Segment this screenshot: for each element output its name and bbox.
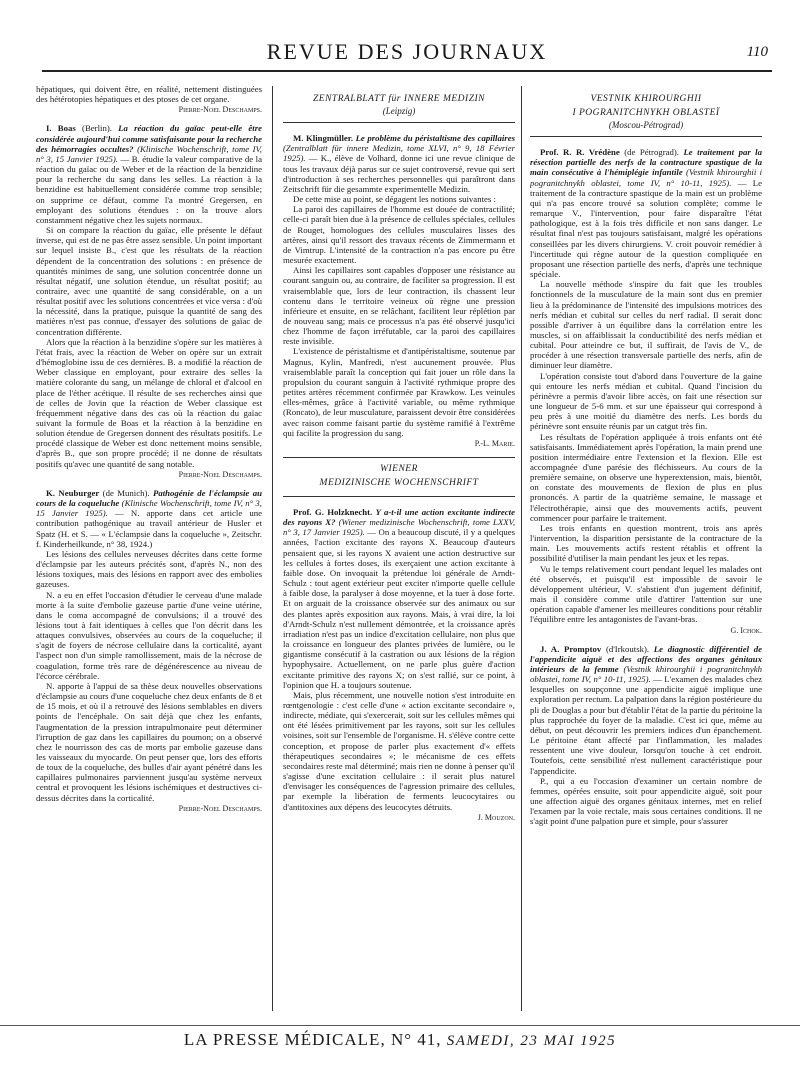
article-boas (36, 123, 262, 225)
signature: P.-L. Marie. (474, 438, 515, 448)
article-reference: (Zentralblatt für innere Medizin, tome XLVI, n° 9, 18 Février 1925). (283, 143, 515, 164)
article-reference: (Vestnik khirourghii i pogranitchnykh oblastei, tome IV, n° 10-11, 1925). (530, 167, 762, 188)
article-title: Le traitement par la résection partielle des nerfs de la contracture spastique de la main consécutive à l'hémiplégie infantile (530, 147, 762, 178)
article-text: — K., élève de Volhard, donne ici une revue clinique de tous les travaux déjà parus sur ce sujet controversé, revue qui sert d'introduction à ses recherches personnelles qui paraîtront dans Zeitschrift für die gesammte experimentelle Medizin. (283, 153, 515, 194)
author: Prof. R. R. Vrédène (540, 147, 620, 158)
signature: Pierre-Noel Deschamps. (178, 803, 262, 813)
article-text: — Le traitement de la contracture spastique de la main est un problème qui n'a pas encore trouvé sa solution complète; comme le remarque V., l'intervention, pour faire disparaître l'état pathologique, est à la fois très difficile et non sans danger. Le résultat final n'est pas toujours satisfaisant, malgré les opérations conseillées par les divers chirurgiens. V. croit pouvoir remédier à l'incertitude qui règne autour de la question compliquée en proposant une résection partielle des nerfs, d'après une technique spéciale. (530, 177, 762, 280)
author: K. Neuburger (46, 487, 100, 498)
article-title: Y a-t-il une action excitante indirecte des rayons X? (283, 507, 515, 528)
paragraph: Mais, plus récemment, une nouvelle notion s'est introduite en rœntgenologie : c'est celle d'une « action excitante secondaire », indirecte, médiate, qui s'exercerait, soit sur les cellules mêmes qui ont été lésées primitivement par les rayons, soit sur les cellules voisines, soit sur l'ensemble de l'organisme. H. s'élève contre cette conception, et propose de parler plus exactement d'« effets thérapeutiques secondaires »; le mécanisme de ces effets secondaires reste mal déterminé; mais rien ne donne à penser qu'il s'agisse d'une excitation cellulaire : il serait plus naturel d'envisager les conséquences de l'agression primaire des cellules, par exemple la libération de ferments leucocytaires ou d'antitoxines aux dépens des leucocytes détruits. (283, 689, 515, 812)
column-rule-2 (521, 86, 522, 1011)
page-footer (0, 1025, 800, 1056)
journal-name-line2: MEDIZINISCHE WOCHENSCHRIFT (319, 478, 479, 488)
paragraph: Les lésions des cellules nerveuses décrites dans cette forme d'éclampsie par les auteurs précités sont, d'après N., non des lésions toxiques, mais des lésions en rapport avec des embolies gazeuses. (36, 548, 262, 590)
author-city: (d'Irkoutsk). (601, 643, 654, 654)
author: J. A. Promptov (540, 643, 602, 654)
paragraph: La paroi des capillaires de l'homme est douée de contractilité; celle-ci paraît bien due à la présence de cellules spéciales, cellules de Rouget, homologues des cellules musculaires lisses des artères, ainsi qu'il ressort des travaux récents de Zimmermann et de Vimtrup. L'intensité de la contraction n'a pas encore pu être mesurée exactement. (283, 204, 515, 266)
journal-city: (Leipzig) (382, 106, 416, 116)
article-reference: (Klinische Wochenschrift, tome IV, n° 3, 15 Janvier 1925). (36, 498, 262, 519)
signature: Pierre-Noel Deschamps. (178, 105, 262, 115)
author-city: (de Pétrograd). (619, 147, 684, 158)
article-title: Le problème du péristaltisme des capillaires (355, 133, 515, 144)
article-title: Pathogénie de l'éclampsie au cours de la coqueluche (36, 487, 262, 509)
paragraph: La nouvelle méthode s'inspire du fait que les troubles fonctionnels de la musculature de la main sont dus en premier lieu à la prédominance de l'intensité des impulsions motrices des nerfs médian et cubital sur celles du nerf radial. Il serait donc possible d'arriver à un équilibre dans la corrélation entre les muscles, si on affaiblissait la conductibilité des nerfs médian et cubital. Pour atteindre ce but, il suffirait, de l'avis de V., de procéder à une résection transversale partielle des nerfs, afin de diminuer leur diamètre. (530, 279, 762, 371)
author: Prof. G. Holzknecht. (293, 507, 376, 517)
paragraph: Alors que la réaction à la benzidine s'opère sur les matières à l'état frais, avec la réaction de Weber on opère sur un extrait d'hémoglobine issu de ces dernières. B. a modifié la réaction de Weber classique en employant, pour extraire des selles la matière colorante du sang, un mélange de chloral et d'alcool en place de l'éther acétique. Il résulte de ses recherches ainsi que de celles de Jovin que la réaction de Weber classique est fréquemment négative dans des cas où la réaction du gaïac suivant la formule de Boas et la réaction à la benzidine en solution étendue de Gregersen donnent des résultats positifs. Le procédé classique de Weber est donc nettement moins sensible, d'après B., que son propre procédé; il ne donne de résultats positifs qu'avec une quantité de sang notable. (36, 336, 262, 469)
journal-name-line1: VESTNIK KHIROURGHII (590, 94, 702, 104)
journal-name: ZENTRALBLATT für INNERE MEDIZIN (312, 94, 485, 104)
paragraph: L'opération consiste tout d'abord dans l'ouverture de la gaine qui entoure les nerfs médian et cubital. Quand l'incision du périnèvre a permis d'avoir libre accès, on fait une résection sur une longueur de 5-6 mm. et sur une épaisseur qui correspond à peu près à une moitié du diamètre des nerfs. Les bords du périnèvre sont ensuite réunis par un catgut très fin. (530, 370, 762, 432)
article-promptov (530, 644, 762, 776)
signature: J. Mouzon. (477, 812, 515, 822)
article-title: Le diagnostic différentiel de l'appendicite aiguë et des affections des organes génitaux intérieurs de la femme (530, 643, 762, 674)
column-3 (530, 84, 762, 1009)
column-1 (36, 84, 262, 1009)
author: I. Boas (46, 123, 76, 134)
paragraph: N. a eu en effet l'occasion d'étudier le cerveau d'une malade morte à la suite d'embolie gazeuse partie d'une veine utérine, dans le coma accompagné de convulsions; il a trouvé des lésions tout à fait identiques à celles que l'on décrit dans les attaques convulsives, observées au cours de la coqueluche; il s'agit de foyers de nécrose cellulaire dans la corticalité, ayant l'aspect non d'un simple ramollissement, mais de la nécrose de coagulation, forme très rare de dégénérescence au niveau de l'écorce cérébrale. (36, 589, 262, 681)
author-city: (Berlin). (75, 123, 119, 134)
running-title: REVUE DES JOURNAUX (266, 39, 548, 64)
paragraph: hépatiques, qui doivent être, en réalité, nettement distinguées des hétérotopies hépatiques et des ptoses de cet organe. (36, 84, 262, 105)
paragraph: Les résultats de l'opération appliquée à trois enfants ont été satisfaisants. Immédiatement après l'opération, la main prend une position intermédiaire entre l'extension et la flexion. Elle est accompagnée d'une parésie des fléchisseurs. Au cours de la première semaine, on observe une hyperextension, mais, bientôt, on constate des mouvements de flexion de plus en plus prononcés. A partir de la quatrième semaine, le massage et l'électrothérapie, ainsi que des mouvements actifs, peuvent commencer pour parfaire le traitement. (530, 431, 762, 523)
article-text: — N. apporte dans cet article une contribution pathogénique au travail antérieur de Husler et Spatz (H. et S. — « L'éclampsie dans la coqueluche », Zeitschr. f. Kinderheilkunde, n° 38, 1924.) (36, 508, 262, 549)
paragraph: Vu le temps relativement court pendant lequel les malades ont été observés, et puisqu'il est impossible de savoir le développement ultérieur, V. s'abstient d'un jugement définitif, mais il considère comme utile d'attirer l'attention sur une opération capable d'amener les meilleures conditions pour rétablir l'équilibre entre les antagonistes de l'avant-bras. (530, 563, 762, 625)
column-2 (283, 84, 515, 1009)
paragraph: Ainsi les capillaires sont capables d'opposer une résistance au courant sanguin ou, au contraire, de faciliter sa progression. Il est vraisemblable que, lors de leur contraction, ils chassent leur contenu dans le territoire veineux où règne une pression inférieure et ensuite, en se relâchant, facilitent leur réplétion par de nouveau sang; mais ce processus n'a pas été observé jusqu'ici chez l'homme de façon irréfutable, car la paroi des capillaires reste invisible. (283, 265, 515, 347)
article-klingmuller (283, 133, 515, 194)
article-reference: (Vestnik khirourghii i pogranitchnykh oblastei, tome IV, n° 10-11, 1925). (530, 663, 762, 685)
column-rule-1 (272, 86, 273, 1011)
author-city: (de Munich). (99, 487, 154, 498)
article-text: — On a beaucoup discuté, il y a quelques années, l'action excitante des rayons X. Beaucoup d'auteurs pensaient que, si les rayons X avaient une action destructive sur les cellules à fortes doses, ils exerçaient une action excitante à faible dose. On invoquait la prétendue loi générale de Arndt-Schulz : tout agent extérieur peut exciter n'importe quelle cellule à faible dose, la paralyser à dose moyenne, et la tuer à dose forte. Et on arguait de la croissance observée sur des animaux ou sur des plantes après exposition aux rayons. Mais, à vrai dire, la loi d'Arndt-Schulz n'est nullement démontrée, et la croissance après irradiation n'est pas un indice d'excitation cellulaire, non plus que la croissance en longueur des plantes privées de lumière, ou le gigantisme consécutif à la castration ou aux lésions de la région hypophysaire. Actuellement, on ne parle plus guère d'action excitante primitive des rayons X; on s'est rallié, sur ce point, à l'opinion que H. a toujours soutenue. (283, 527, 515, 690)
journal-name-line2: I POGRANITCHNYKH OBLASTEÏ (572, 108, 720, 118)
footer-date: SAMEDI, 23 MAI 1925 (446, 1033, 617, 1049)
page-number: 110 (746, 44, 768, 60)
article-title: La réaction du gaïac peut-elle être considérée aujourd'hui comme satisfaisante pour la recherche des hémorragies occultes? (36, 123, 262, 154)
signature: G. Ichok. (730, 625, 762, 635)
journal-heading (530, 92, 762, 137)
paragraph: L'existence de péristaltisme et d'antipéristaltisme, soutenue par Magnus, Kylin, Manfredi, n'est aucunement prouvée. Plus vraisemblable paraît la conception qui fait jouer un rôle dans la propulsion du courant sanguin à l'activité rythmique propre des petites artères récemment confirmée par Krawkow. Les veinules elles-mêmes, grâce à l'activité variable, ou même rythmique (Roncato), de leur musculature, paraissent devoir être considérées avec raison comme faisant partie du système ramifié à l'extrême qui facilite la progression du sang. (283, 346, 515, 438)
journal-name-line1: WIENER (380, 464, 418, 474)
page-header (42, 36, 772, 72)
article-vredene (530, 147, 762, 279)
article-text: — B. étudie la valeur comparative de la réaction du gaïac ou de Weber et de la réaction de la benzidine pour la recherche du sang dans les selles. La réaction à la benzidine est habituellement considérée comme trop sensible; on supprime ce défaut, comme l'a montré Gregersen, en employant des solutions étendues : on la trouve alors constamment négative chez les sujets normaux. (36, 153, 262, 225)
article-text: — L'examen des malades chez lesquelles on soupçonne une appendicite aiguë implique une exploration per rectum. La palpation dans la région postérieure du pli de Douglas a pour but d'établir l'état de la partie du péritoine la plus rapprochée du foyer de la maladie. C'est ici que, même au début, on peut découvrir les premiers indices d'un épanchement. Le péritoine étant affecté par l'inflammation, les malades ressentent une vive douleur, lorsqu'on touche à cet endroit. Toutefois, cette sensibilité n'est nullement caractéristique pour l'appendicite. (530, 674, 762, 776)
paragraph: N. apporte à l'appui de sa thèse deux nouvelles observations d'éclampsie au cours d'une coqueluche chez deux enfants de 8 et de 15 mois, et où il a retrouvé des lésions semblables en divers points de l'encéphale. On sait déjà que chez les enfants, l'augmentation de la pression intrapulmonaire peut déterminer l'irruption de gaz dans les capillaires du poumon; on a observé chez le nourrisson des cas de morts par embolie gazeuse dans les vaisseaux du myocarde. On peut penser que, lors des efforts de toux de la coqueluche, des bulles d'air ayant pénétré dans les capillaires pulmonaires parviennent jusqu'au système nerveux central et provoquent les lésions ischémiques et destructives ci-dessus décrites dans la corticalité. (36, 680, 262, 803)
article-neuburger (36, 488, 262, 549)
paragraph: Si on compare la réaction du gaïac, elle présente le défaut inverse, qui est de ne pas être assez sensible. Un point important sur lequel insiste B., c'est que les résultats de la réaction dépendent de la concentration des solutions : en présence de quantités minimes de sang, une solution concentrée donne un résultat négatif, une solution étendue, un résultat positif; au contraire, avec une quantité de sang considérable, on a un résultat positif avec les solutions concentrées et vice versa : d'où la nécessité, dans la pratique, puisque la quantité de sang des matières n'est pas connue, d'essayer des solutions de gaïac de concentration différente. (36, 225, 262, 337)
footer-text (0, 1030, 800, 1050)
journal-heading (283, 92, 515, 123)
article-reference: (Klinische Wochenschrift, tome IV, n° 3, 15 Janvier 1925). (36, 143, 262, 164)
footer-journal: LA PRESSE MÉDICALE, N° 41, (183, 1030, 447, 1049)
journal-city: (Moscou-Pétrograd) (608, 120, 684, 130)
paragraph: De cette mise au point, se dégagent les notions suivantes : (293, 194, 496, 205)
article-reference: (Wiener medizinische Wochenschrift, tome LXXV, n° 3, 17 Janvier 1925). (283, 517, 515, 538)
signature: Pierre-Noel Deschamps. (178, 469, 262, 479)
paragraph: P., qui a eu l'occasion d'examiner un certain nombre de femmes, opérées ensuite, soit pour appendicite aiguë, soit pour une affection aiguë des organes génitaux internes, met en relief l'examen par la voie rectale, mais sous certaines conditions. Il ne s'agit point d'une palpation pure et simple, pour s'assurer (530, 775, 762, 827)
paragraph: Les trois enfants en question montrent, trois ans après l'intervention, la disparition persistante de la contracture de la main. Les mouvements actifs restent rétablis et offrent la possibilité d'utiliser la main pendant les jeux et les repas. (530, 522, 762, 564)
author: M. Klingmüller. (293, 133, 356, 144)
article-holzknecht (283, 507, 515, 690)
journal-heading (283, 457, 515, 497)
